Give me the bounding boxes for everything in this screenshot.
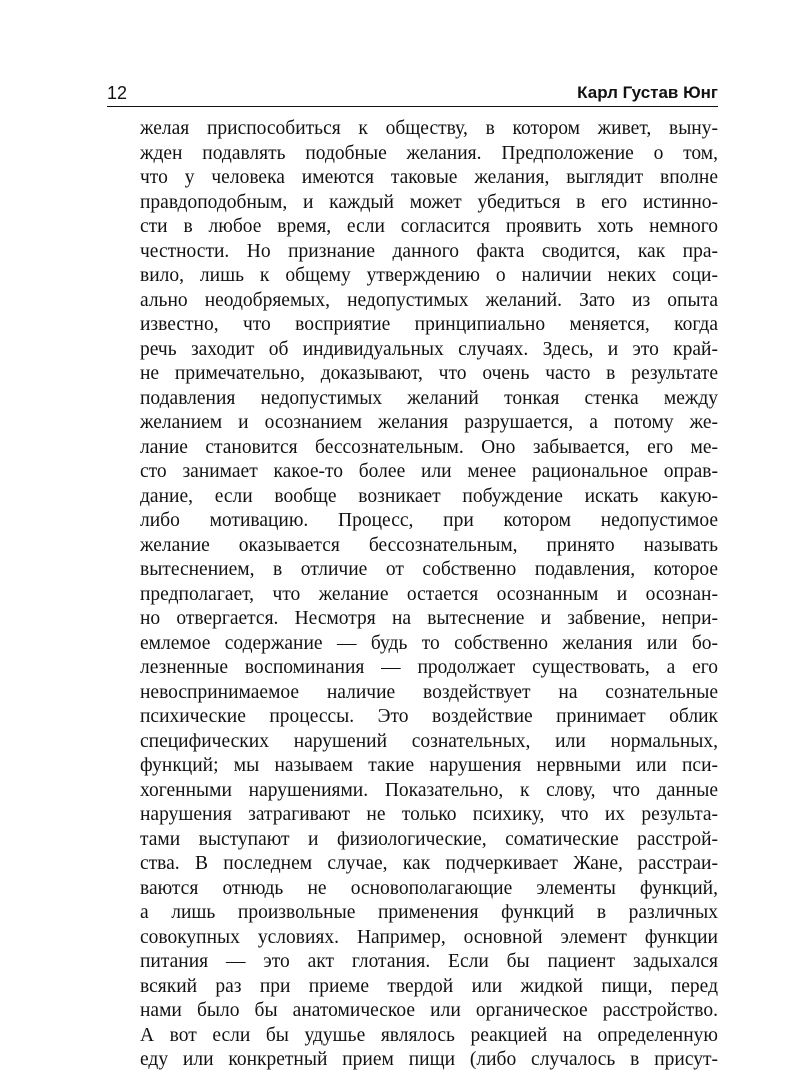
text-line: функций; мы называем такие нарушения нервными или пси- — [140, 755, 718, 776]
text-line: нарушения затрагивают не только психику, что их результа- — [140, 804, 718, 825]
text-line: ства. В последнем случае, как подчеркивает Жане, расстраи- — [140, 853, 718, 874]
text-line: А вот если бы удушье являлось реакцией на определенную — [140, 1024, 718, 1046]
text-line: нами было бы анатомическое или органическое расстройство. — [140, 1000, 718, 1021]
text-line: питания — это акт глотания. Если бы пациент задыхался — [140, 951, 718, 972]
running-title: Карл Густав Юнг — [577, 83, 718, 102]
text-line: желая приспособиться к обществу, в котором живет, выну- — [140, 118, 718, 139]
text-line: всякий раз при приеме твердой или жидкой пищи, перед — [140, 975, 718, 997]
text-line: жден подавлять подобные желания. Предположение о том, — [140, 142, 718, 164]
header-rule — [107, 106, 718, 107]
text-line: предполагает, что желание остается осознанным и осознан- — [140, 583, 718, 605]
text-line: сти в любое время, если согласится проявить хоть немного — [140, 216, 718, 237]
text-line: желание оказывается бессознательным, принято называть — [140, 534, 718, 556]
text-line: ально неодобряемых, недопустимых желаний. Зато из опыта — [140, 289, 718, 311]
body-text — [140, 117, 718, 1073]
text-line: вило, лишь к общему утверждению о наличии неких соци- — [140, 265, 718, 286]
text-line: еду или конкретный прием пищи (либо случалось в присут- — [140, 1049, 718, 1070]
text-line: что у человека имеются таковые желания, выглядит вполне — [140, 167, 718, 188]
text-line: речь заходит об индивидуальных случаях. Здесь, и это край- — [140, 338, 718, 360]
text-line: либо мотивацию. Процесс, при котором недопустимое — [140, 510, 718, 531]
text-line: хогенными нарушениями. Показательно, к слову, что данные — [140, 779, 718, 801]
text-line: честности. Но признание данного факта сводится, как пра- — [140, 240, 718, 262]
text-line: дание, если вообще возникает побуждение искать какую- — [140, 485, 718, 507]
text-line: вытеснением, в отличие от собственно подавления, которое — [140, 559, 718, 580]
text-line: а лишь произвольные применения функций в различных — [140, 902, 718, 923]
text-line: лезненные воспоминания — продолжает существовать, а его — [140, 657, 718, 678]
text-line: правдоподобным, и каждый может убедиться в его истинно- — [140, 191, 718, 213]
text-line: желанием и осознанием желания разрушается, а потому же- — [140, 412, 718, 433]
text-line: но отвергается. Несмотря на вытеснение и забвение, непри- — [140, 608, 718, 629]
text-line: ваются отнюдь не основополагающие элементы функций, — [140, 877, 718, 899]
text-line: психические процессы. Это воздействие принимает облик — [140, 706, 718, 727]
text-line: тами выступают и физиологические, соматические расстрой- — [140, 828, 718, 850]
page-number: 12 — [107, 83, 128, 103]
text-line: невоспринимаемое наличие воздействует на сознательные — [140, 681, 718, 703]
text-line: не примечательно, доказывают, что очень часто в результате — [140, 363, 718, 384]
text-line: емлемое содержание — будь то собственно желания или бо- — [140, 632, 718, 654]
text-line: сто занимает какое-то более или менее рациональное оправ- — [140, 461, 718, 482]
text-line: лание становится бессознательным. Оно забывается, его ме- — [140, 436, 718, 458]
text-line: специфических нарушений сознательных, или нормальных, — [140, 730, 718, 752]
page-header — [107, 82, 718, 106]
text-line: известно, что восприятие принципиально меняется, когда — [140, 314, 718, 335]
text-line: совокупных условиях. Например, основной элемент функции — [140, 926, 718, 948]
text-line: подавления недопустимых желаний тонкая стенка между — [140, 387, 718, 409]
